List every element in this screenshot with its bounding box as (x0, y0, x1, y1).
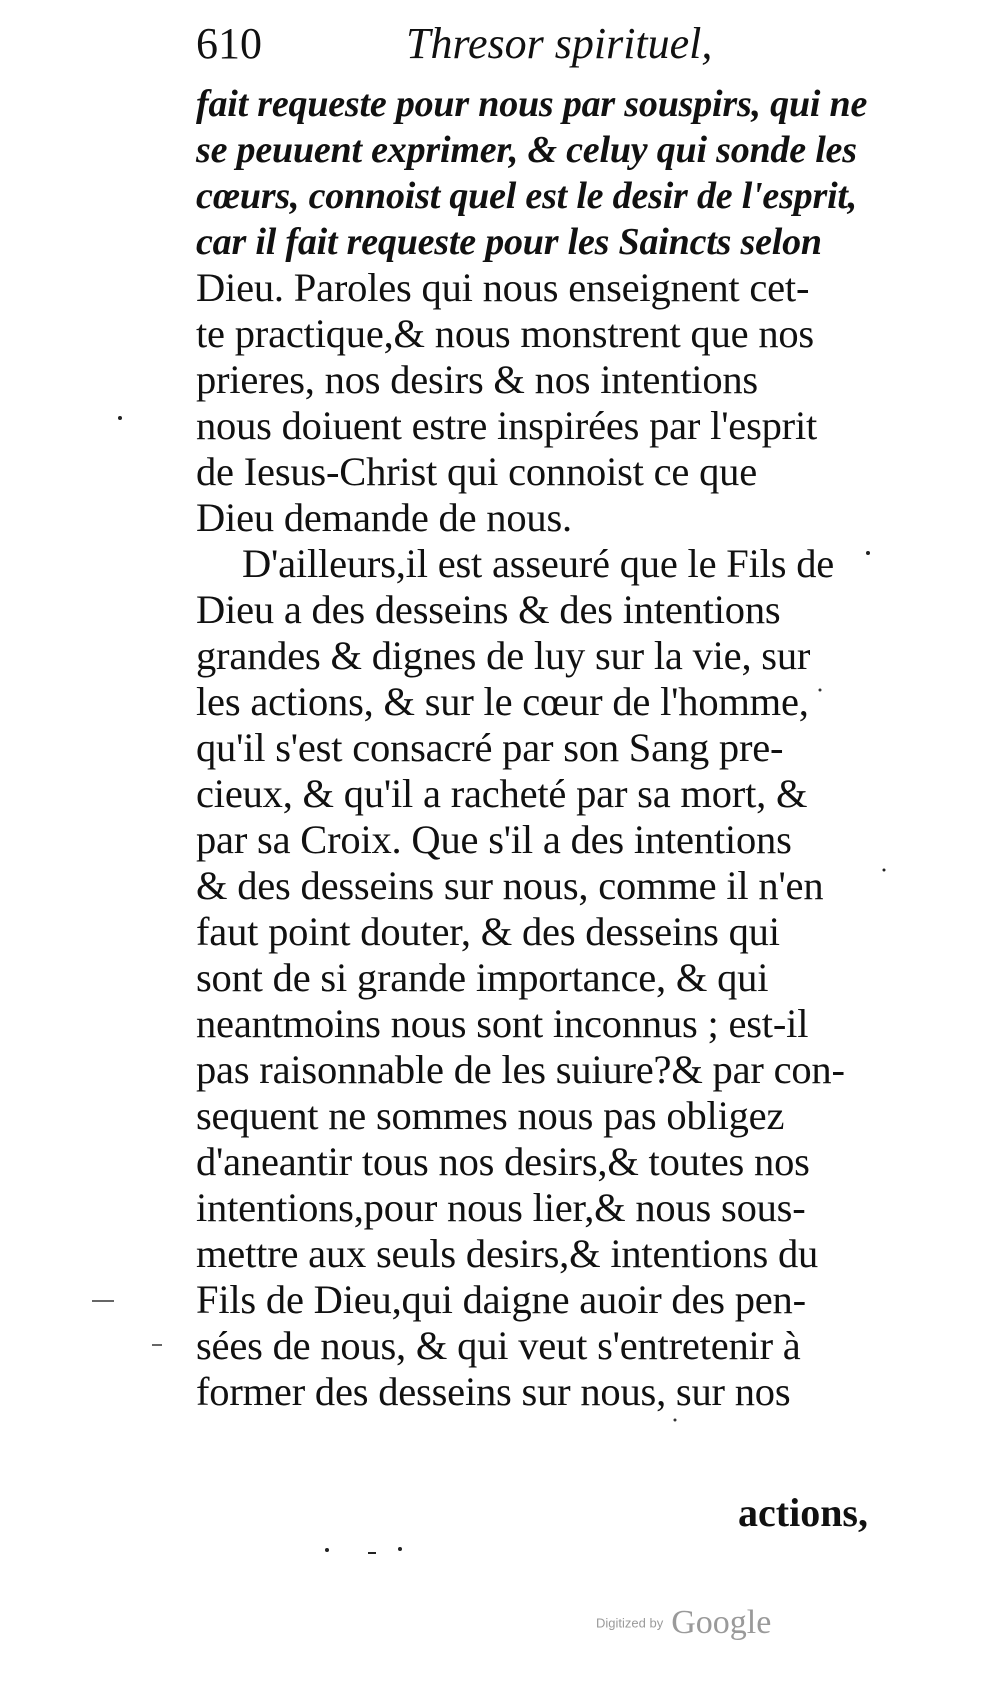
page-number: 610 (196, 19, 262, 68)
digitized-watermark (596, 1604, 771, 1642)
text-line: Dieu demande de nous. (196, 495, 572, 540)
text-line: D'ailleurs,il est asseuré que le Fils de (242, 541, 835, 586)
text-line: cœurs, connoist quel est le desir de l'esprit, (196, 175, 858, 217)
text-line: les actions, & sur le cœur de l'homme, (196, 679, 809, 724)
text-line: Dieu. Paroles qui nous enseignent cet- (196, 265, 810, 310)
text-line: Dieu a des desseins & des intentions (196, 587, 781, 632)
text-line: pas raisonnable de les suiure?& par con- (196, 1047, 845, 1092)
text-line: nous doiuent estre inspirées par l'esprit (196, 403, 818, 448)
text-line: de Iesus-Christ qui connoist ce que (196, 449, 758, 494)
text-line: neantmoins nous sont inconnus ; est-il (196, 1001, 809, 1046)
text-line: se peuuent exprimer, & celuy qui sonde les (196, 129, 857, 171)
text-line: fait requeste pour nous par souspirs, qui ne (196, 83, 868, 125)
google-logo: Google (671, 1604, 772, 1641)
text-line: par sa Croix. Que s'il a des intentions (196, 817, 792, 862)
text-line: sées de nous, & qui veut s'entretenir à (196, 1323, 801, 1368)
text-line: Fils de Dieu,qui daigne auoir des pen- (196, 1277, 806, 1322)
text-line: car il fait requeste pour les Saincts selon (196, 221, 822, 263)
text-line: te practique,& nous monstrent que nos (196, 311, 814, 356)
digitized-by-label: Digitized by (596, 1615, 664, 1631)
text-line: former des desseins sur nous, sur nos (196, 1369, 791, 1414)
text-line: grandes & dignes de luy sur la vie, sur (196, 633, 811, 678)
text-line: sequent ne sommes nous pas obligez (196, 1093, 785, 1138)
text-line: prieres, nos desirs & nos intentions (196, 357, 758, 402)
text-line: qu'il s'est consacré par son Sang pre- (196, 725, 784, 770)
text-line: & des desseins sur nous, comme il n'en (196, 863, 824, 908)
text-line: intentions,pour nous lier,& nous sous- (196, 1185, 806, 1230)
text-line: d'aneantir tous nos desirs,& toutes nos (196, 1139, 810, 1184)
text-line: faut point douter, & des desseins qui (196, 909, 780, 954)
text-line: sont de si grande importance, & qui (196, 955, 769, 1000)
catchword: actions, (738, 1490, 868, 1535)
text-line: cieux, & qu'il a racheté par sa mort, & (196, 771, 808, 816)
running-title: Thresor spirituel, (406, 19, 713, 68)
text-line: mettre aux seuls desirs,& intentions du (196, 1231, 819, 1276)
